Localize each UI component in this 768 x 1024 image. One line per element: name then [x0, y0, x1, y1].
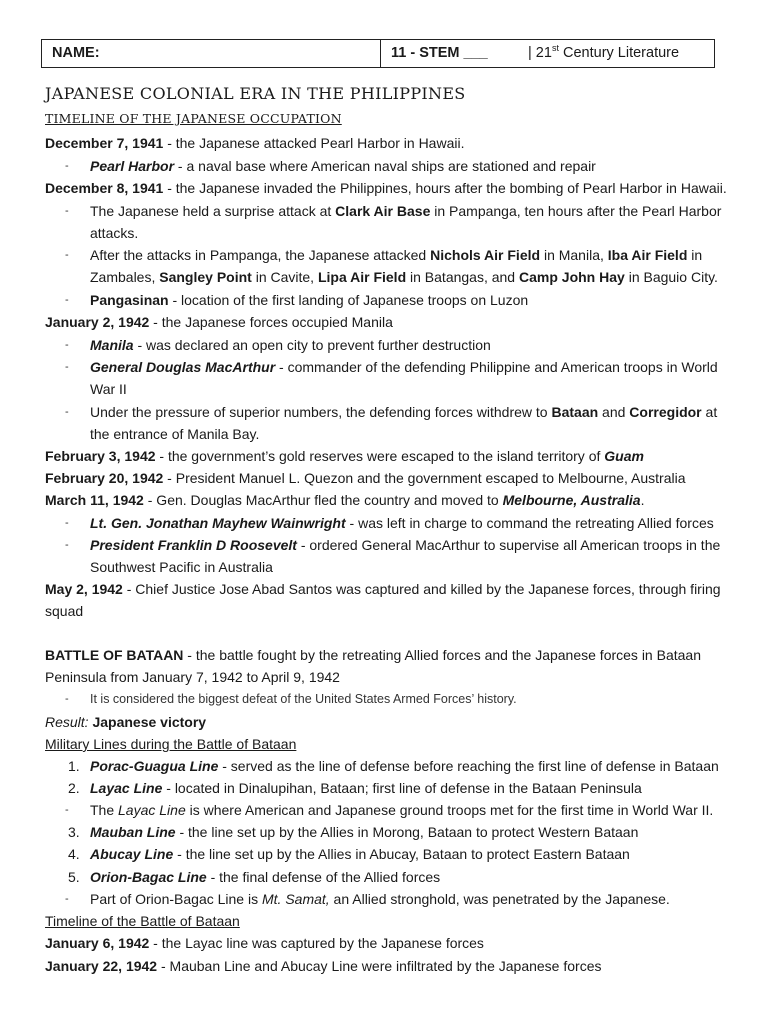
bullet-withdraw-cont: the entrance of Manila Bay.	[90, 426, 260, 442]
entry-jan6: January 6, 1942 - the Layac line was captured by the Japanese forces	[45, 935, 484, 951]
dash-bullet: -	[65, 361, 69, 373]
result-line: Result: Japanese victory	[45, 714, 207, 730]
bataan-heading-cont: Peninsula from January 7, 1942 to April 9, 1942	[45, 669, 340, 685]
name-label: NAME:	[52, 45, 100, 61]
dash-bullet: -	[65, 693, 69, 705]
dash-bullet: -	[65, 294, 69, 306]
dash-bullet: -	[65, 517, 69, 529]
list-number: 2.	[68, 780, 80, 796]
battle-timeline-heading: Timeline of the Battle of Bataan	[45, 913, 240, 929]
military-lines-heading: Military Lines during the Battle of Bataan	[45, 736, 297, 752]
bullet-mt-samat: Part of Orion-Bagac Line is Mt. Samat, an Allied stronghold, was penetrated by the Japanese.	[90, 891, 670, 907]
dash-bullet: -	[65, 804, 69, 816]
dash-bullet: -	[65, 205, 69, 217]
dash-bullet: -	[65, 249, 69, 261]
course-title: Century Literature	[558, 45, 680, 61]
list-number: 3.	[68, 824, 80, 840]
entry-mar11: March 11, 1942 - Gen. Douglas MacArthur fled the country and moved to Melbourne, Australia.	[45, 492, 645, 508]
list-number: 5.	[68, 869, 80, 885]
name-cell	[42, 40, 381, 67]
dash-bullet: -	[65, 160, 69, 172]
entry-jan2: January 2, 1942 - the Japanese forces occupied Manila	[45, 314, 393, 330]
bullet-pangasinan: Pangasinan - location of the first landing of Japanese troops on Luzon	[90, 292, 529, 308]
list-number: 1.	[68, 758, 80, 774]
course-cell	[381, 40, 714, 67]
line-porac-guagua: Porac-Guagua Line - served as the line of defense before reaching the first line of defense in Bataan	[90, 758, 719, 774]
course-prefix: | 21	[528, 45, 552, 61]
line-layac: Layac Line - located in Dinalupihan, Bataan; first line of defense in the Bataan Peninsula	[90, 780, 642, 796]
entry-dec8: December 8, 1941 - the Japanese invaded the Philippines, hours after the bombing of Pearl Harbor in Hawaii.	[45, 180, 727, 196]
entry-may2-cont: squad	[45, 603, 84, 619]
bullet-manila: Manila - was declared an open city to prevent further destruction	[90, 337, 491, 353]
entry-feb3: February 3, 1942 - the government’s gold reserves were escaped to the island territory of Guam	[45, 448, 644, 464]
bataan-heading: BATTLE OF BATAAN - the battle fought by the retreating Allied forces and the Japanese forces in Bataan	[45, 647, 701, 663]
dash-bullet: -	[65, 539, 69, 551]
dash-bullet: -	[65, 339, 69, 351]
bullet-airfields-cont: Zambales, Sangley Point in Cavite, Lipa Air Field in Batangas, and Camp John Hay in Baguio City.	[90, 269, 718, 285]
entry-dec7: December 7, 1941 - the Japanese attacked Pearl Harbor in Hawaii.	[45, 135, 465, 151]
entry-feb20: February 20, 1942 - President Manuel L. Quezon and the government escaped to Melbourne, Australia	[45, 470, 686, 486]
bullet-macarthur-cont: War II	[90, 381, 127, 397]
header-table	[41, 39, 715, 68]
dash-bullet: -	[65, 406, 69, 418]
entry-may2: May 2, 1942 - Chief Justice Jose Abad Santos was captured and killed by the Japanese forces, through firing	[45, 581, 721, 597]
bullet-airfields: After the attacks in Pampanga, the Japanese attacked Nichols Air Field in Manila, Iba Air Field in	[90, 247, 703, 263]
page-subtitle: TIMELINE OF THE JAPANESE OCCUPATION	[45, 111, 342, 126]
bullet-defeat-note: It is considered the biggest defeat of the United States Armed Forces’ history.	[90, 692, 517, 706]
bullet-clark: The Japanese held a surprise attack at Clark Air Base in Pampanga, ten hours after the Pearl Harbor	[90, 203, 722, 219]
bullet-layac-note: The Layac Line is where American and Japanese ground troops met for the first time in World War II.	[90, 802, 714, 818]
bullet-wainwright: Lt. Gen. Jonathan Mayhew Wainwright - was left in charge to command the retreating Allied forces	[90, 515, 714, 531]
page-title: JAPANESE COLONIAL ERA IN THE PHILIPPINES	[45, 84, 466, 103]
bullet-clark-cont: attacks.	[90, 225, 139, 241]
bullet-roosevelt: President Franklin D Roosevelt - ordered General MacArthur to supervise all American troops in the	[90, 537, 721, 553]
section-label: 11 - STEM ___	[391, 45, 488, 61]
bullet-pearl-harbor: Pearl Harbor - a naval base where American naval ships are stationed and repair	[90, 158, 596, 174]
bullet-roosevelt-cont: Southwest Pacific in Australia	[90, 559, 273, 575]
course-superscript: st	[551, 43, 559, 54]
entry-jan22: January 22, 1942 - Mauban Line and Abucay Line were infiltrated by the Japanese forces	[45, 958, 602, 974]
line-abucay: Abucay Line - the line set up by the Allies in Abucay, Bataan to protect Eastern Bataan	[90, 846, 630, 862]
bullet-withdraw: Under the pressure of superior numbers, the defending forces withdrew to Bataan and Corregidor at	[90, 404, 718, 420]
line-orion-bagac: Orion-Bagac Line - the final defense of the Allied forces	[90, 869, 441, 885]
dash-bullet: -	[65, 893, 69, 905]
bullet-macarthur: General Douglas MacArthur - commander of the defending Philippine and American troops in World	[90, 359, 718, 375]
line-mauban: Mauban Line - the line set up by the Allies in Morong, Bataan to protect Western Bataan	[90, 824, 639, 840]
list-number: 4.	[68, 846, 80, 862]
